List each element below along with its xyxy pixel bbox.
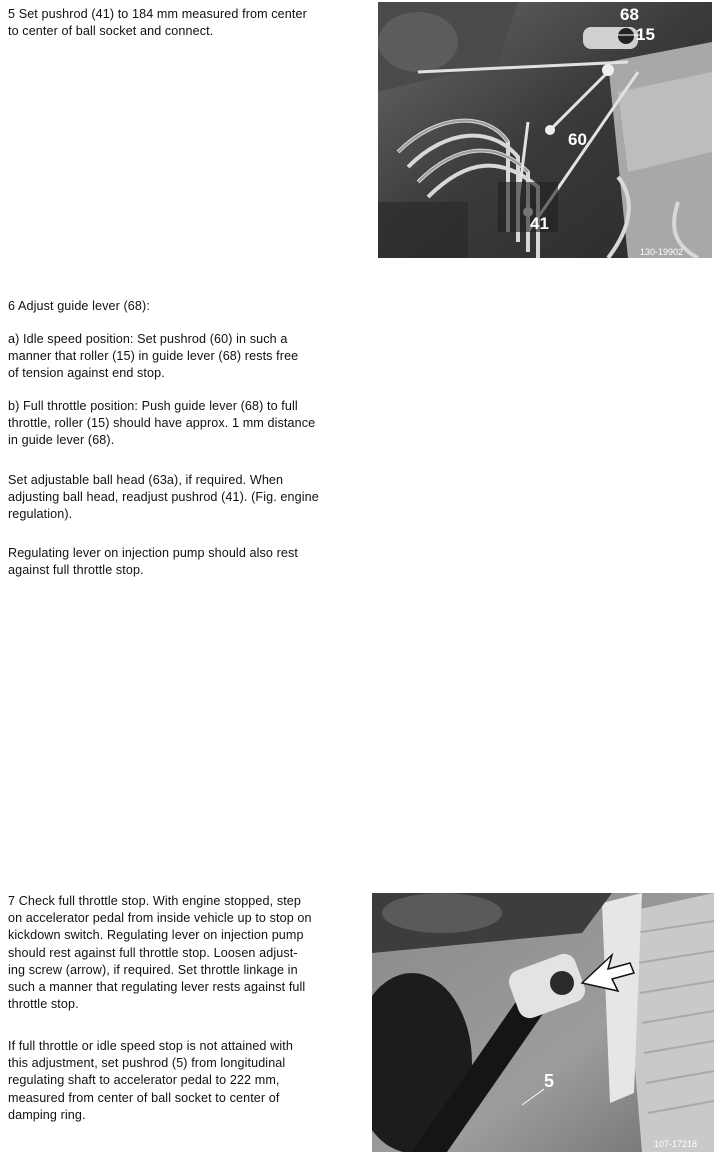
step6-b-line: b) Full throttle position: Push guide lever (68) to full [8, 399, 298, 413]
figure2-code: 107-17218 [654, 1139, 698, 1149]
step7-paragraph-1 [8, 893, 312, 1013]
callout-41: 41 [530, 214, 549, 233]
step7-line: ing screw (arrow), if required. Set throttle linkage in [8, 962, 298, 977]
step6-c-line: Set adjustable ball head (63a), if required. When [8, 473, 284, 487]
figure1-code: 130-19902 [640, 247, 684, 257]
step7-line: kickdown switch. Regulating lever on injection pump [8, 928, 304, 943]
step6-heading: 6 Adjust guide lever (68): [8, 299, 150, 313]
step6-a-line: manner that roller (15) in guide lever (68) rests free [8, 349, 299, 364]
step7-line: on accelerator pedal from inside vehicle up to stop on [8, 911, 312, 926]
accelerator-pedal-photo [372, 893, 714, 1152]
step6-d-paragraph [8, 545, 298, 579]
step7-line: such a manner that regulating lever rests against full [8, 980, 306, 995]
step7-line: this adjustment, set pushrod (5) from longitudinal [8, 1056, 286, 1071]
step7-line: If full throttle or idle speed stop is not attained with [8, 1039, 293, 1053]
step6-a-line: a) Idle speed position: Set pushrod (60) in such a [8, 332, 288, 346]
step7-line: regulating shaft to accelerator pedal to 222 mm, [8, 1073, 280, 1088]
step7-line: 7 Check full throttle stop. With engine stopped, step [8, 894, 302, 908]
step5-line2: to center of ball socket and connect. [8, 24, 214, 38]
step7-line: measured from center of ball socket to center of [8, 1090, 280, 1105]
step7-line: damping ring. [8, 1107, 86, 1122]
step6-c-line: regulation). [8, 507, 73, 522]
step6-a-line: of tension against end stop. [8, 366, 165, 381]
callout-68: 68 [620, 5, 639, 24]
engine-linkage-photo [378, 2, 712, 258]
engine-linkage-illustration [378, 2, 712, 258]
step6-d-line: Regulating lever on injection pump should also rest [8, 546, 299, 560]
callout-15: 15 [636, 25, 655, 44]
step5-line1: 5 Set pushrod (41) to 184 mm measured from center [8, 7, 307, 21]
step6-c-paragraph [8, 472, 319, 524]
step7-line: should rest against full throttle stop. Loosen adjust- [8, 945, 298, 960]
callout-5: 5 [544, 1071, 555, 1091]
accelerator-pedal-illustration [372, 893, 714, 1152]
step6-b-line: throttle, roller (15) should have approx. 1 mm distance [8, 416, 316, 431]
step6-b-line: in guide lever (68). [8, 433, 115, 448]
step7-line: throttle stop. [8, 997, 79, 1012]
step6-d-line: against full throttle stop. [8, 563, 144, 578]
step6-c-line: adjusting ball head, readjust pushrod (41). (Fig. engine [8, 490, 319, 505]
step6-b-paragraph [8, 398, 315, 450]
callout-60: 60 [568, 130, 587, 149]
step7-paragraph-2 [8, 1038, 293, 1124]
step6-a-paragraph [8, 331, 298, 383]
